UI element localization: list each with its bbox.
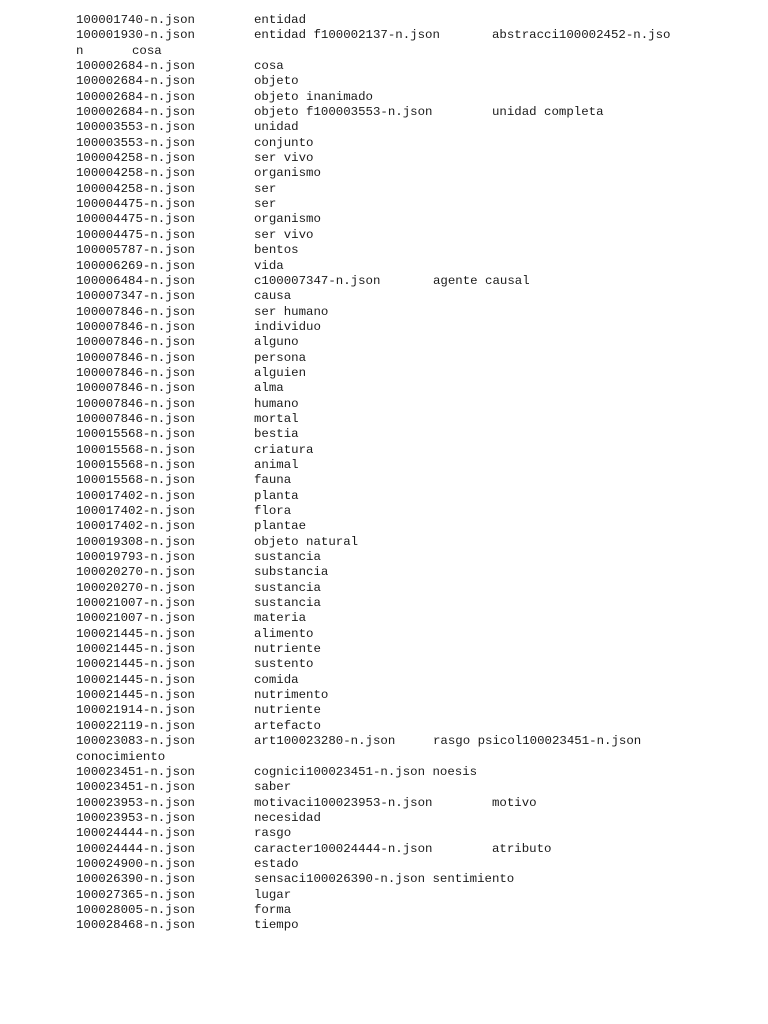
term: criatura <box>254 442 314 457</box>
file-name: 100004475-n.json <box>76 212 195 227</box>
term: planta <box>254 488 299 503</box>
listing-row <box>76 366 736 381</box>
file-name: 100023953-n.json <box>76 810 195 825</box>
listing-row <box>76 872 736 887</box>
file-name: 100015568-n.json <box>76 427 195 442</box>
file-name: 100007846-n.json <box>76 350 195 365</box>
file-name: 100028468-n.json <box>76 918 195 933</box>
listing-row <box>76 59 736 74</box>
listing-row <box>76 74 736 89</box>
file-name: 100021007-n.json <box>76 611 195 626</box>
term: objeto <box>254 74 299 89</box>
related-term: agente causal <box>433 273 530 288</box>
file-name: 100007846-n.json <box>76 365 195 380</box>
term: individuo <box>254 319 321 334</box>
file-name: 100004258-n.json <box>76 166 195 181</box>
listing-row <box>76 13 736 28</box>
term: vida <box>254 258 284 273</box>
term: bentos <box>254 243 299 258</box>
file-name: 100021445-n.json <box>76 657 195 672</box>
term: rasgo <box>254 826 292 841</box>
file-name: 100024900-n.json <box>76 856 195 871</box>
listing-row <box>76 734 736 749</box>
file-name: 100021445-n.json <box>76 672 195 687</box>
file-name: 100023451-n.json <box>76 780 195 795</box>
listing-row <box>76 611 736 626</box>
listing-row <box>76 811 736 826</box>
file-name: 100015568-n.json <box>76 457 195 472</box>
listing-row <box>76 903 736 918</box>
listing-row <box>76 182 736 197</box>
term: sustancia <box>254 550 321 565</box>
listing-row <box>76 381 736 396</box>
file-name: 100026390-n.json <box>76 872 195 887</box>
term: ser <box>254 197 277 212</box>
term: sustento <box>254 657 314 672</box>
file-name: 100002684-n.json <box>76 74 195 89</box>
term: cosa <box>254 59 284 74</box>
term: cosa <box>132 43 162 58</box>
term: ser vivo <box>254 151 314 166</box>
term: alguien <box>254 365 307 380</box>
term: animal <box>254 457 299 472</box>
file-name: 100023451-n.json <box>76 764 195 779</box>
term: cognici100023451-n.json noesis <box>254 764 478 779</box>
term: objeto f100003553-n.json <box>254 105 433 120</box>
term: mortal <box>254 411 299 426</box>
term: ser humano <box>254 304 329 319</box>
listing-row <box>76 90 736 105</box>
listing-row <box>76 857 736 872</box>
file-name: 100001930-n.json <box>76 28 195 43</box>
listing-row <box>76 596 736 611</box>
listing-row <box>76 259 736 274</box>
file-name: 100004258-n.json <box>76 181 195 196</box>
term: alimento <box>254 626 314 641</box>
file-name: 100007347-n.json <box>76 289 195 304</box>
term: artefacto <box>254 718 321 733</box>
listing-row <box>76 780 736 795</box>
listing-row <box>76 796 736 811</box>
listing-row <box>76 519 736 534</box>
listing-row <box>76 642 736 657</box>
term: saber <box>254 780 292 795</box>
listing-row <box>76 28 736 43</box>
term: organismo <box>254 166 321 181</box>
listing-row <box>76 719 736 734</box>
listing-row <box>76 120 736 135</box>
term: materia <box>254 611 307 626</box>
listing-row <box>76 243 736 258</box>
listing-row <box>76 504 736 519</box>
related-term: motivo <box>492 795 537 810</box>
listing-row <box>76 197 736 212</box>
document-page <box>76 13 736 934</box>
term: ser <box>254 181 277 196</box>
file-name: 100020270-n.json <box>76 565 195 580</box>
related-term: rasgo psicol100023451-n.json <box>433 734 642 749</box>
term: alguno <box>254 335 299 350</box>
term: substancia <box>254 565 329 580</box>
term: persona <box>254 350 307 365</box>
term: comida <box>254 672 299 687</box>
file-name: 100003553-n.json <box>76 135 195 150</box>
listing-row <box>76 136 736 151</box>
file-name: 100021914-n.json <box>76 703 195 718</box>
term: estado <box>254 856 299 871</box>
listing-row <box>76 489 736 504</box>
wrapped-line <box>76 44 736 59</box>
listing-row <box>76 627 736 642</box>
term: humano <box>254 396 299 411</box>
listing-row <box>76 427 736 442</box>
listing-row <box>76 151 736 166</box>
term: causa <box>254 289 292 304</box>
file-name: conocimiento <box>76 749 166 764</box>
listing-row <box>76 397 736 412</box>
listing-row <box>76 550 736 565</box>
file-name: 100027365-n.json <box>76 887 195 902</box>
term: tiempo <box>254 918 299 933</box>
term: entidad <box>254 13 307 27</box>
listing-row <box>76 688 736 703</box>
listing-row <box>76 166 736 181</box>
listing-row <box>76 212 736 227</box>
file-name: 100007846-n.json <box>76 319 195 334</box>
file-name: 100004475-n.json <box>76 197 195 212</box>
listing-row <box>76 842 736 857</box>
listing-row <box>76 458 736 473</box>
file-name: 100004475-n.json <box>76 227 195 242</box>
term: nutriente <box>254 703 321 718</box>
term: fauna <box>254 473 292 488</box>
listing-row <box>76 412 736 427</box>
term: sustancia <box>254 580 321 595</box>
file-name: 100015568-n.json <box>76 442 195 457</box>
listing-row <box>76 320 736 335</box>
file-name: 100015568-n.json <box>76 473 195 488</box>
file-name: 100021445-n.json <box>76 642 195 657</box>
term: art100023280-n.json <box>254 734 396 749</box>
term: sensaci100026390-n.json sentimiento <box>254 872 515 887</box>
wrapped-line <box>76 750 736 765</box>
file-name: 100022119-n.json <box>76 718 195 733</box>
file-name: 100007846-n.json <box>76 304 195 319</box>
file-name: 100023953-n.json <box>76 795 195 810</box>
file-name: 100003553-n.json <box>76 120 195 135</box>
file-name: 100017402-n.json <box>76 504 195 518</box>
listing-row <box>76 703 736 718</box>
listing-row <box>76 289 736 304</box>
term: c100007347-n.json <box>254 273 381 288</box>
term: necesidad <box>254 810 321 825</box>
listing-row <box>76 581 736 596</box>
listing-row <box>76 351 736 366</box>
listing-row <box>76 826 736 841</box>
listing-row <box>76 535 736 550</box>
term: bestia <box>254 427 299 442</box>
file-name: 100017402-n.json <box>76 488 195 503</box>
term: motivaci100023953-n.json <box>254 795 433 810</box>
term: organismo <box>254 212 321 227</box>
term: lugar <box>254 887 292 902</box>
term: forma <box>254 902 292 917</box>
listing-row <box>76 657 736 672</box>
listing-row <box>76 335 736 350</box>
file-name: 100019793-n.json <box>76 550 195 565</box>
file-name: 100006269-n.json <box>76 258 195 273</box>
listing-row <box>76 443 736 458</box>
listing-row <box>76 918 736 933</box>
listing-row <box>76 565 736 580</box>
file-name: 100004258-n.json <box>76 151 195 166</box>
file-name: 100002684-n.json <box>76 89 195 104</box>
term: nutriente <box>254 642 321 657</box>
term: plantae <box>254 519 307 534</box>
related-term: abstracci100002452-n.jso <box>492 28 671 43</box>
file-name: 100002684-n.json <box>76 105 195 120</box>
term: caracter100024444-n.json <box>254 841 433 856</box>
file-name: 100028005-n.json <box>76 902 195 917</box>
file-name: 100020270-n.json <box>76 580 195 595</box>
file-name: 100007846-n.json <box>76 396 195 411</box>
file-name: 100002684-n.json <box>76 59 195 74</box>
listing-row <box>76 673 736 688</box>
file-name: n <box>76 43 84 58</box>
file-name: 100001740-n.json <box>76 13 195 27</box>
term: flora <box>254 504 292 518</box>
term: unidad <box>254 120 299 135</box>
file-name: 100021445-n.json <box>76 688 195 703</box>
term: objeto inanimado <box>254 89 373 104</box>
related-term: atributo <box>492 841 552 856</box>
term: sustancia <box>254 596 321 611</box>
listing-row <box>76 888 736 903</box>
listing-row <box>76 274 736 289</box>
file-name: 100006484-n.json <box>76 273 195 288</box>
term: conjunto <box>254 135 314 150</box>
file-name: 100007846-n.json <box>76 411 195 426</box>
file-name: 100021007-n.json <box>76 596 195 611</box>
listing-row <box>76 305 736 320</box>
listing-row <box>76 765 736 780</box>
term: objeto natural <box>254 534 359 549</box>
file-name: 100024444-n.json <box>76 826 195 841</box>
term: ser vivo <box>254 227 314 242</box>
file-name: 100005787-n.json <box>76 243 195 258</box>
file-name: 100007846-n.json <box>76 335 195 350</box>
term: nutrimento <box>254 688 329 703</box>
file-name: 100019308-n.json <box>76 534 195 549</box>
related-term: unidad completa <box>492 105 604 120</box>
term: entidad f100002137-n.json <box>254 28 440 43</box>
listing-row <box>76 105 736 120</box>
file-name: 100021445-n.json <box>76 626 195 641</box>
file-name: 100007846-n.json <box>76 381 195 396</box>
file-name: 100017402-n.json <box>76 519 195 534</box>
file-name: 100024444-n.json <box>76 841 195 856</box>
term: alma <box>254 381 284 396</box>
listing-row <box>76 473 736 488</box>
listing-row <box>76 228 736 243</box>
file-name: 100023083-n.json <box>76 734 195 749</box>
